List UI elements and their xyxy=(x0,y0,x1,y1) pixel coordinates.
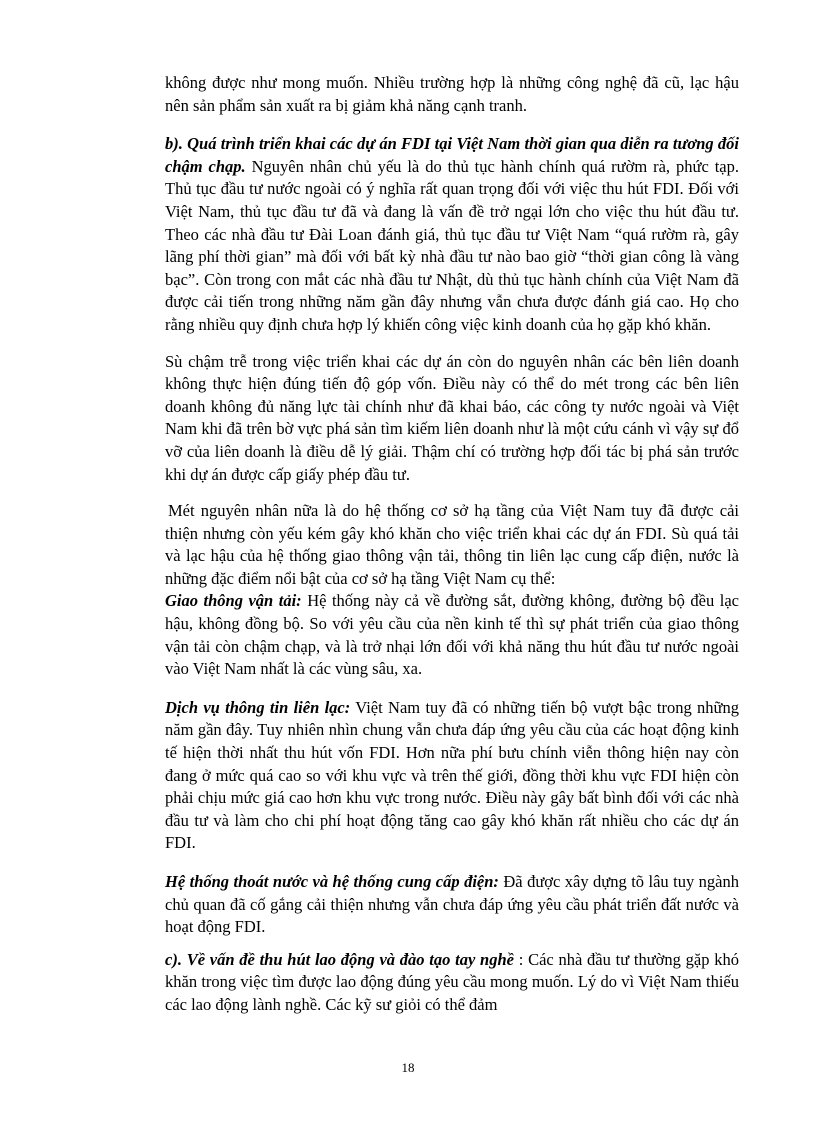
paragraph-text: Việt Nam tuy đã có những tiến bộ vượt bậc trong những năm gần đây. Tuy nhiên nhìn chung vẫn chưa đáp ứng yêu cầu của các hoạt động kinh tế hiện thời nhất thu hút vốn FDI. Hơn nữa phí bưu chính viễn thông hiện nay còn đang ở mức quá cao so với khu vực và trên thế giới, đồng thời khu vực FDI hiện còn phải chịu mức giá cao hơn khu vực trong nước. Điều này gây bất bình đối với các nhà đầu tư và làm cho chi phí hoạt động tăng cao gây khó khăn rất nhiều cho các dự án FDI. xyxy=(165,697,740,853)
paragraph-section-c xyxy=(165,949,739,1017)
section-b-heading: b). Quá trình triển khai các dự án FDI tại Việt Nam thời gian qua diễn ra tương đối chậm chạp. xyxy=(165,134,739,176)
paragraph-telecom xyxy=(165,697,739,855)
paragraph-text: Nguyên nhân chủ yếu là do thủ tục hành chính quá rườm rà, phức tạp. Thủ tục đầu tư nước ngoài có ý nghĩa rất quan trọng đối với việc thu hút FDI. Đối với Việt Nam, thủ tục đầu tư đã và đang là vấn đề trở ngại lớn cho việc thu hút đầu tư. Theo các nhà đầu tư Đài Loan đánh giá, thủ tục đầu tư Việt Nam “quá rườm rà, gây lãng phí thời gian” mà đối với bất kỳ nhà đầu tư nào bao giờ “thời gian công là vàng bạc”. Còn trong con mắt các nhà đầu tư Nhật, dù thủ tục hành chính của Việt Nam đã được cải tiến trong những năm gần đây nhưng vẫn chưa được đánh giá cao. Họ cho rằng nhiều quy định chưa hợp lý khiến công việc kinh doanh của họ gặp khó khăn. xyxy=(165,156,739,334)
water-power-heading: Hệ thống thoát nước và hệ thống cung cấp điện: xyxy=(165,872,499,891)
document-body xyxy=(165,72,739,1017)
paragraph-continued xyxy=(165,72,739,117)
paragraph-text: : Các nhà đầu tư thường gặp khó khăn trong việc tìm được lao động đúng yêu cầu mong muốn. Lý do vì Việt Nam thiếu các lao động lành nghề. Các kỹ sư giỏi có thể đảm xyxy=(165,949,739,1014)
section-c-heading: c). Về vấn đề thu hút lao động và đào tạo tay nghề xyxy=(165,949,514,969)
paragraph-water-power xyxy=(165,871,739,939)
paragraph-text: không được như mong muốn. Nhiều trường hợp là những công nghệ đã cũ, lạc hậu nên sản phẩm sản xuất ra bị giảm khả năng cạnh tranh. xyxy=(165,73,739,115)
page-number: 18 xyxy=(401,1060,415,1075)
paragraph-text: Hệ thống này cả về đường sắt, đường không, đường bộ đều lạc hậu, không đồng bộ. So với yêu cầu của nền kinh tế thì sự phát triển của giao thông vận tải còn chậm chạp, và là trở nhại lớn đối với khả năng thu hút đầu tư nước ngoài vào Việt Nam nhất là các vùng sâu, xa. xyxy=(165,591,739,679)
transport-heading: Giao thông vận tải: xyxy=(165,591,302,611)
paragraph-text: Mét nguyên nhân nữa là do hệ thống cơ sở hạ tầng của Việt Nam tuy đã được cải thiện nhưng còn yếu kém gây khó khăn cho việc triển khai các dự án FDI. Sù quá tải và lạc hậu của hệ thống giao thông vận tải, thông tin liên lạc cung cấp điện, nước là những đặc điểm nổi bật của cơ sở hạ tầng Việt Nam cụ thể: xyxy=(165,501,739,588)
telecom-heading: Dịch vụ thông tin liên lạc: xyxy=(165,697,351,717)
paragraph-transport xyxy=(165,590,739,680)
paragraph-text: Đã được xây dựng tõ lâu tuy ngành chủ quan đã cố gắng cải thiện nhưng vẫn chưa đáp ứng yêu cầu phát triển đất nước và hoạt động FDI. xyxy=(165,872,739,937)
paragraph-section-b xyxy=(165,133,739,336)
paragraph-text: Sù chậm trễ trong việc triển khai các dự án còn do nguyên nhân các bên liên doanh không thực hiện đúng tiến độ góp vốn. Điều này có thể do mét trong các bên liên doanh không đủ năng lực tài chính như đã khai báo, các công ty nước ngoài và Việt Nam khi đã trên bờ vực phá sản tìm kiếm liên doanh như là một cứu cánh vì vậy sự đổ vỡ của liên doanh là điều dễ lý giải. Thậm chí có trường hợp đối tác bị phá sản trước khi dự án được cấp giấy phép đầu tư. xyxy=(165,351,739,484)
paragraph-delay xyxy=(165,351,739,487)
paragraph-infrastructure xyxy=(165,500,739,590)
